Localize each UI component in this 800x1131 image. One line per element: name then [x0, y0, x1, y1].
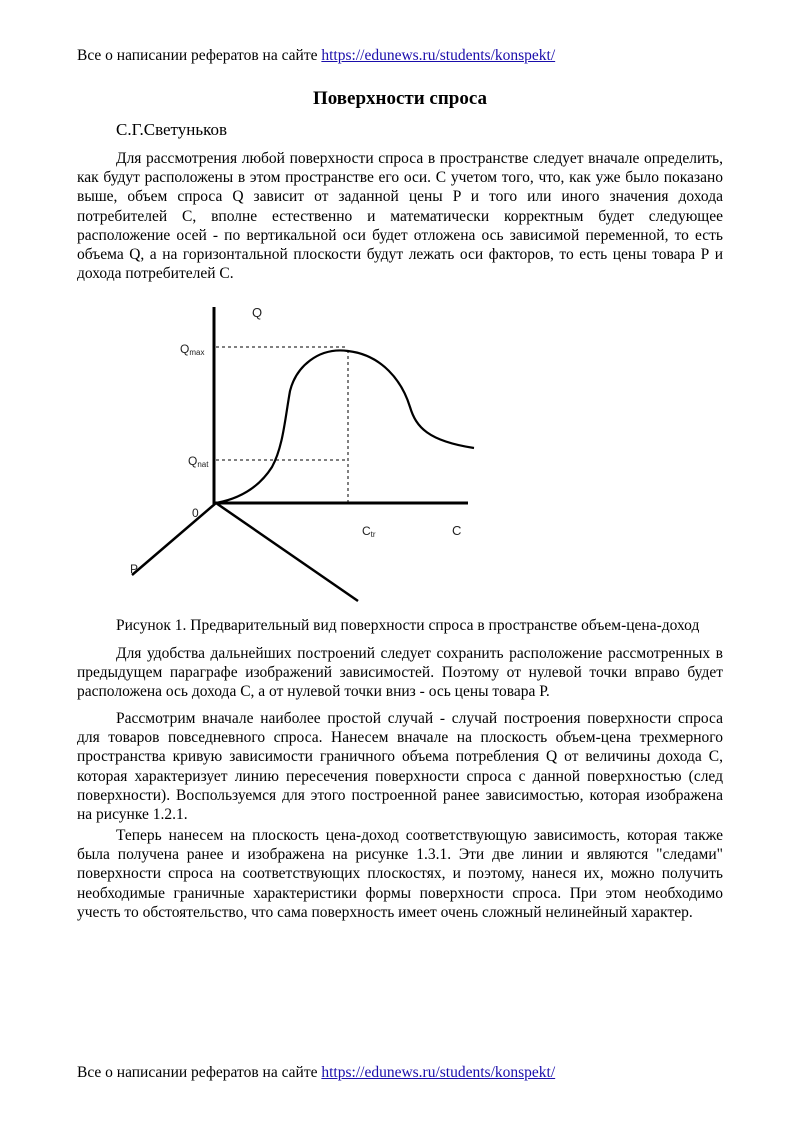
- label-q-max: Qmax: [180, 342, 205, 357]
- author-name: С.Г.Светуньков: [116, 120, 228, 139]
- p-axis-line: [132, 503, 216, 575]
- paragraph-3: Рассмотрим вначале наиболее простой случай - случай построения поверхности спроса для товаров повседневного спроса. Нанесем вначале на плоскость объем-цена трехмерного пространства кривую зависимости граничного объема потребления Q от величины дохода С, которая характеризует линию пересечения поверхности спроса с данной поверхностью (след поверхности). Воспользуемся для этого построенной ранее зависимостью, которая изображена на рисунке 1.2.1.: [77, 710, 723, 824]
- page-header: [77, 47, 555, 65]
- label-q-nat: Qnat: [188, 454, 209, 469]
- demand-curve: [216, 350, 474, 503]
- demand-surface-figure: [120, 295, 490, 610]
- footer-text: Все о написании рефератов на сайте: [77, 1064, 322, 1081]
- header-link[interactable]: https://edunews.ru/students/konspekt/: [321, 47, 556, 64]
- label-origin: 0: [192, 506, 199, 520]
- footer-link[interactable]: https://edunews.ru/students/konspekt/: [321, 1064, 556, 1081]
- header-text: Все о написании рефератов на сайте: [77, 47, 322, 64]
- label-c-tr: Ctr: [362, 524, 376, 539]
- document-title: Поверхности спроса: [312, 88, 488, 109]
- label-p-axis: P: [130, 562, 139, 576]
- label-q-axis: Q: [252, 305, 263, 320]
- label-c-axis: C: [452, 523, 462, 538]
- paragraph-2: Для удобства дальнейших построений следует сохранить расположение рассмотренных в предыдущем параграфе изображений зависимостей. Поэтому от нулевой точки вправо будет расположена ось дохода С, а от нулевой точки вниз - ось цены товара Р.: [77, 645, 723, 701]
- figure-caption: Рисунок 1. Предварительный вид поверхности спроса в пространстве объем-цена-доход: [116, 617, 700, 634]
- page-footer: [77, 1064, 555, 1082]
- paragraph-4: Теперь нанесем на плоскость цена-доход соответствующую зависимость, которая также была получена ранее и изображена на рисунке 1.3.1. Эти две линии и являются "следами" поверхности спроса на соответствующих плоскостях, и поэтому, нанеся их, можно получить необходимые граничные характеристики формы поверхности спроса. При этом необходимо учесть то обстоятельство, что сама поверхность имеет очень сложный нелинейный характер.: [77, 827, 723, 921]
- paragraph-1: Для рассмотрения любой поверхности спроса в пространстве следует вначале определить, как будут расположены в этом пространстве его оси. С учетом того, что, как уже было показано выше, объем спроса Q зависит от заданной цены P и того или иного значения дохода потребителей С, вполне естественно и математически корректным будет следующее расположение осей - по вертикальной оси будет отложена ось зависимой переменной, то есть объема Q, а на горизонтальной плоскости будут лежать оси факторов, то есть цены товара Р и дохода потребителей С.: [77, 150, 723, 283]
- diagonal-line: [216, 503, 358, 601]
